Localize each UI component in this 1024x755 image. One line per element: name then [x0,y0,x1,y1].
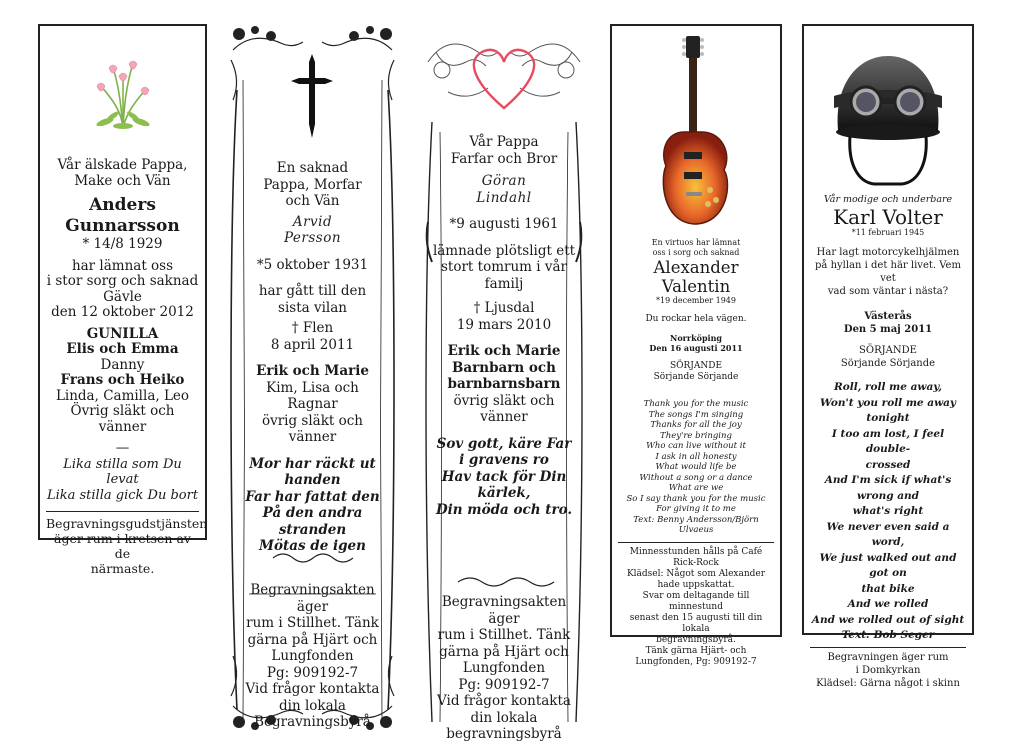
text-line: på hyllan i det här livet. Vem vet [815,260,961,284]
birth-date: *11 februari 1945 [851,228,925,237]
place: Gävle [103,288,142,305]
mourner: vänner [480,409,528,425]
funeral-info: Begravningsgudstjänsten [46,516,208,531]
verse-line: So I say thank you for the music [626,493,766,504]
verse-line: The songs I'm singing [648,409,744,420]
deceased-name: Lindahl [476,189,532,206]
obituary-karl-volter [802,24,974,689]
verse-line: And we rolled out of sight [811,613,965,626]
verse-line: i gravens ro [459,452,549,468]
obituary-arvid-persson [225,20,400,736]
birth-date: * 14/8 1929 [82,236,163,252]
funeral-info: din lokala [279,697,346,714]
verse-line: For giving it to me [656,504,736,514]
mourner: SÖRJANDE [859,345,917,356]
funeral-info: Tänk gärna Hjärt- och [645,645,747,656]
mourner: Kim, Lisa och Ragnar [266,379,359,412]
verse-line: We never even said a word, [826,520,950,548]
birth-date: *19 december 1949 [656,296,736,305]
mourner: Linda, Camilla, Leo [55,387,190,404]
funeral-info: Begravningen äger rum [827,651,949,663]
mourner: barnbarnsbarn [447,376,561,392]
verse-line: We just walked out and got on [819,551,957,579]
verse-line: Lika stilla som Du levat [63,456,182,487]
funeral-info: din lokala [470,709,538,726]
verse-line: What would life be [655,462,737,472]
verse-line: Thanks for all the joy [650,420,742,430]
verse-line: What are we [668,483,724,493]
verse-line: Sov gott, käre Far [436,435,572,452]
deceased-name: Karl Volter [833,205,943,229]
intro-line: Make och Vän [74,172,171,189]
place: Norrköping [670,333,722,343]
intro-line: Vår modige och underbare [823,194,953,205]
mourner: Danny [100,356,145,373]
death-date: Den 16 augusti 2011 [649,343,743,353]
funeral-info: Klädsel: Något som Alexander [626,568,766,579]
verse-credit: Text: Benny Andersson/Björn Ulvaeus [633,514,759,535]
verse-line: what's right [852,505,924,517]
funeral-info: begravningsbyrå. [656,634,736,645]
verse-line: På den andra stranden [262,505,363,538]
divider [618,542,774,543]
mourner: Erik och Marie [447,343,561,359]
funeral-info: begravningsbyrå [446,726,562,742]
intro-line: Vår älskade Pappa, [57,157,188,173]
place: † Ljusdal [473,300,535,316]
motorcycle-helmet-icon [828,44,948,194]
funeral-info: Minnesstunden hålls på Café Rick-Rock [629,546,763,568]
funeral-info: gärna på Hjärt och [439,643,569,660]
text-line: har gått till den [258,283,367,299]
birth-date: *9 augusti 1961 [449,216,559,232]
intro-line: En saknad [276,160,349,176]
text-line: familj [484,275,524,292]
funeral-info: senast den 15 augusti till din lokala [629,612,763,634]
text-line: stort tomrum i vår [441,259,567,275]
funeral-info: Begravningsakten äger [250,582,375,615]
deceased-name: Persson [283,230,342,246]
mourner: SÖRJANDE [669,361,723,371]
text-line: lämnade plötsligt ett [432,242,576,259]
death-date: 19 mars 2010 [456,316,552,333]
flower-icon [83,46,163,136]
funeral-info: Pg: 909192-7 [458,676,550,693]
verse-line: Mor har räckt ut handen [249,455,376,488]
verse-line: And we rolled [847,598,929,610]
verse-line: Won't you roll me away tonight [819,396,957,424]
verse-credit: Text: Bob Seger [841,629,935,641]
funeral-info: hade uppskattat. [657,579,735,590]
funeral-info: Lungfonden [462,660,546,676]
death-date: 8 april 2011 [270,336,355,353]
intro-line: och Vän [285,193,340,209]
text-line: i stor sorg och saknad [46,273,199,289]
intro-line: En virtuos har lämnat [651,238,741,247]
mourner: GUNILLA [86,325,159,342]
mourner: övrig släkt och [453,392,555,409]
text-line: Du rockar hela vägen. [645,314,747,324]
text-line: vad som väntar i nästa? [827,286,949,297]
verse-line: Roll, roll me away, [833,381,943,393]
obituary-goran-lindahl [418,22,590,742]
verse-line: They're bringing [660,430,732,441]
verse-line: Din möda och tro. [435,501,573,518]
mourner: övrig släkt och vänner [261,412,364,445]
text-line: Har lagt motorcykelhjälmen [816,247,960,258]
verse-line: Hav tack för Din kärlek, [441,468,567,501]
divider [46,511,199,512]
funeral-info: rum i Stillhet. Tänk [437,627,571,643]
mourner: Sörjande Sörjande [653,372,739,382]
funeral-info: Begravningsbyrå [254,714,371,730]
deceased-name: Anders [89,195,156,215]
mourner: Övrig släkt och vänner [70,403,175,435]
verse-line: that bike [861,582,915,595]
intro-line: Pappa, Morfar [263,176,362,193]
verse-line: And I'm sick if what's wrong and [824,474,952,502]
funeral-info: Lungfonden, Pg: 909192-7 [635,656,757,667]
place: Västerås [864,311,912,322]
place: † Flen [291,320,334,336]
verse-line: I too am lost, I feel double- [831,427,945,455]
funeral-info: Vid frågor kontakta [437,693,571,709]
birth-date: *5 oktober 1931 [256,256,369,273]
obituary-alexander-valentin [610,24,782,667]
death-date: Den 5 maj 2011 [843,324,933,335]
funeral-info: Begravningsakten äger [441,594,567,627]
verse-line: crossed [865,458,911,471]
guitar-icon [656,32,736,232]
funeral-info: Svar om deltagande till minnestund [642,590,750,612]
deceased-name: Alexander Valentin [653,258,739,296]
mourner: Sörjande Sörjande [840,358,936,369]
funeral-info: rum i Stillhet. Tänk [246,615,379,631]
mourner: Elis och Emma [66,341,179,357]
intro-line: Farfar och Bror [450,150,558,167]
funeral-info: i Domkyrkan [855,664,921,676]
mourner: Frans och Heiko [60,372,185,388]
funeral-info: Vid frågor kontakta [245,681,380,697]
intro-line: oss i sorg och saknad [652,248,740,257]
deceased-name: Gunnarsson [65,216,180,236]
funeral-info: gärna på Hjärt och [247,631,378,648]
text-line: har lämnat oss [71,257,174,274]
verse-line: I ask in all honesty [655,451,737,462]
deceased-name: Göran [481,173,527,189]
verse-line: Who can live without it [646,441,746,451]
funeral-info: Pg: 909192-7 [266,664,359,681]
death-date: den 12 oktober 2012 [51,304,194,320]
verse-line: Lika stilla gick Du bort [46,487,199,503]
funeral-info: närmaste. [90,561,155,576]
verse-line: Far har fattat den [245,488,380,505]
funeral-info: Klädsel: Gärna något i skinn [816,677,960,689]
dash-separator: — [115,440,130,456]
verse-line: Without a song or a dance [639,472,753,483]
mourner: Erik och Marie [256,363,369,379]
verse-line: Mötas de igen [259,538,366,554]
deceased-name: Arvid [292,213,333,230]
funeral-info: äger rum i kretsen av de [54,531,191,561]
funeral-info: Lungfonden [271,648,354,664]
text-line: sista vilan [278,299,347,316]
intro-line: Vår Pappa [469,134,539,150]
verse-line: Thank you for the music [643,399,749,409]
mourner: Barnbarn och [452,359,556,376]
obituary-anders-gunnarsson [38,24,208,576]
divider [810,647,966,648]
